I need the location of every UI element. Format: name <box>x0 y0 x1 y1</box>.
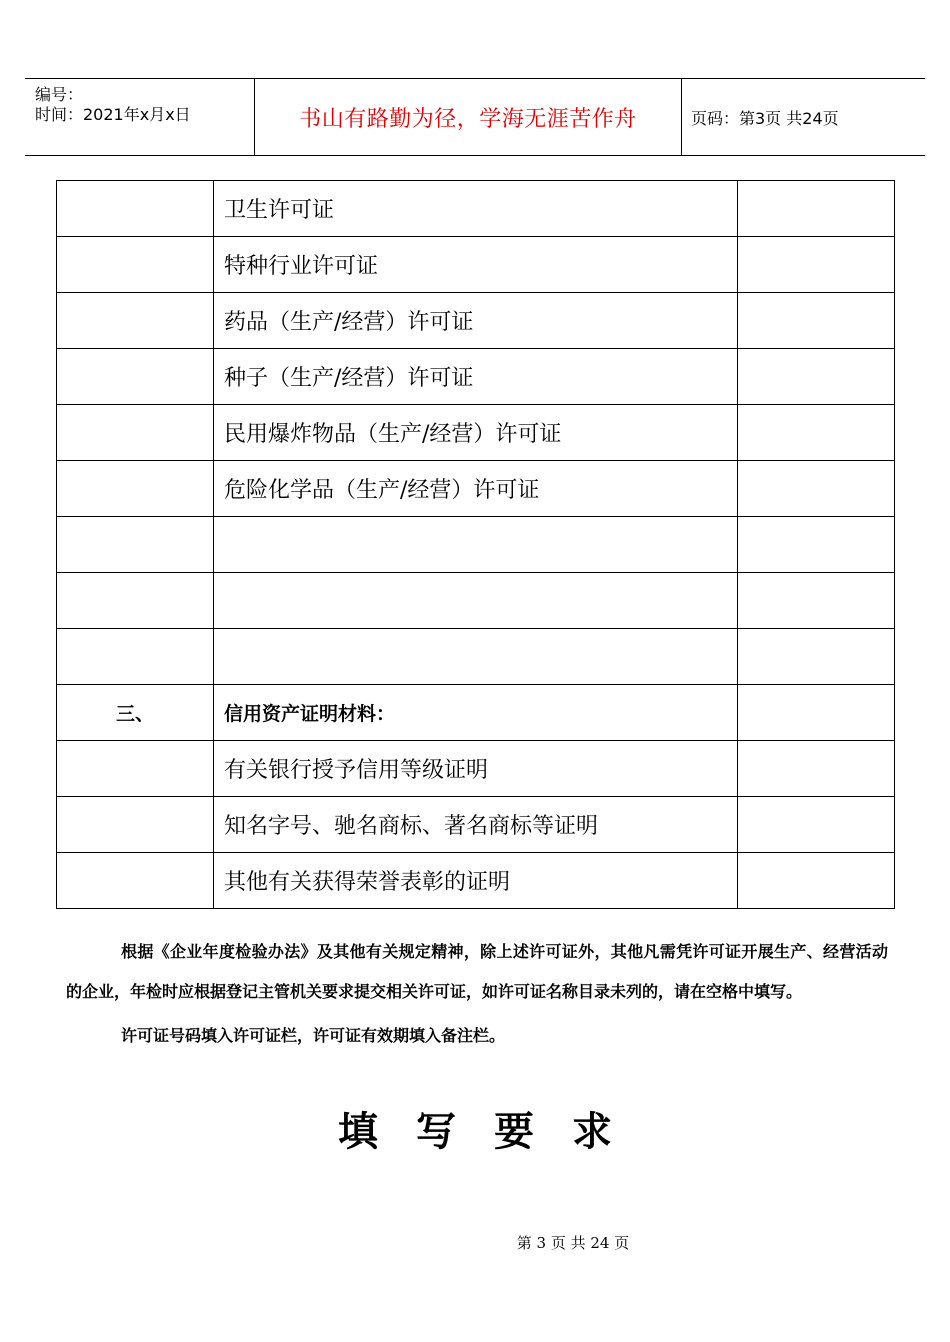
header-page-label: 页码：第3页 共24页 <box>691 108 839 128</box>
license-table <box>56 180 895 909</box>
credit-material-cell: 有关银行授予信用等级证明 <box>214 741 738 797</box>
remark-cell <box>738 797 895 853</box>
row-number-cell <box>57 181 214 237</box>
remark-cell <box>738 685 895 741</box>
motto-text: 书山有路勤为径，学海无涯苦作舟 <box>299 106 637 132</box>
date-label: 时间：2021年x月x日 <box>35 105 191 124</box>
row-number-cell <box>57 629 214 685</box>
license-name-cell: 民用爆炸物品（生产/经营）许可证 <box>214 405 738 461</box>
credit-material-cell: 其他有关获得荣誉表彰的证明 <box>214 853 738 909</box>
table-row <box>57 293 895 349</box>
row-number-cell <box>57 349 214 405</box>
page-footer: 第 3 页 共 24 页 <box>516 1234 630 1252</box>
row-number-cell <box>57 405 214 461</box>
remark-cell <box>738 741 895 797</box>
table-row <box>57 405 895 461</box>
remark-cell <box>738 181 895 237</box>
table-row-blank <box>57 517 895 573</box>
credit-material-cell: 知名字号、驰名商标、著名商标等证明 <box>214 797 738 853</box>
license-name-cell: 药品（生产/经营）许可证 <box>214 293 738 349</box>
table-row <box>57 853 895 909</box>
page-header <box>25 78 925 156</box>
license-name-cell: 危险化学品（生产/经营）许可证 <box>214 461 738 517</box>
section-header-row <box>57 685 895 741</box>
remark-cell <box>738 237 895 293</box>
note-paragraph-1: 根据《企业年度检验办法》及其他有关规定精神，除上述许可证外，其他凡需凭许可证开展生产、经营活动的企业，年检时应根据登记主管机关要求提交相关许可证，如许可证名称目录未列的，请在空格中填写。 <box>66 942 888 1001</box>
header-motto-cell <box>254 79 682 155</box>
code-label: 编号： <box>35 85 84 104</box>
license-name-cell: 卫生许可证 <box>214 181 738 237</box>
notes-section <box>66 932 888 1056</box>
table-row-blank <box>57 629 895 685</box>
row-number-cell <box>57 237 214 293</box>
header-page-cell <box>681 79 925 155</box>
row-number-cell <box>57 461 214 517</box>
table-row <box>57 741 895 797</box>
section-title: 信用资产证明材料： <box>214 685 738 741</box>
row-number-cell <box>57 741 214 797</box>
table-row <box>57 461 895 517</box>
row-number-cell <box>57 573 214 629</box>
remark-cell <box>738 461 895 517</box>
license-name-cell <box>214 517 738 573</box>
row-number-cell <box>57 797 214 853</box>
table-row <box>57 237 895 293</box>
license-name-cell: 种子（生产/经营）许可证 <box>214 349 738 405</box>
remark-cell <box>738 517 895 573</box>
table-row <box>57 349 895 405</box>
remark-cell <box>738 349 895 405</box>
license-name-cell: 特种行业许可证 <box>214 237 738 293</box>
table-row-blank <box>57 573 895 629</box>
license-name-cell <box>214 629 738 685</box>
header-left-cell <box>25 79 254 155</box>
table-row <box>57 797 895 853</box>
license-name-cell <box>214 573 738 629</box>
row-number-cell <box>57 293 214 349</box>
remark-cell <box>738 853 895 909</box>
row-number-cell <box>57 517 214 573</box>
note-paragraph-2: 许可证号码填入许可证栏，许可证有效期填入备注栏。 <box>121 1026 506 1045</box>
table-row <box>57 181 895 237</box>
remark-cell <box>738 573 895 629</box>
section-number: 三、 <box>57 685 214 741</box>
row-number-cell <box>57 853 214 909</box>
remark-cell <box>738 405 895 461</box>
remark-cell <box>738 293 895 349</box>
requirements-title: 填写要求 <box>338 1108 650 1155</box>
remark-cell <box>738 629 895 685</box>
